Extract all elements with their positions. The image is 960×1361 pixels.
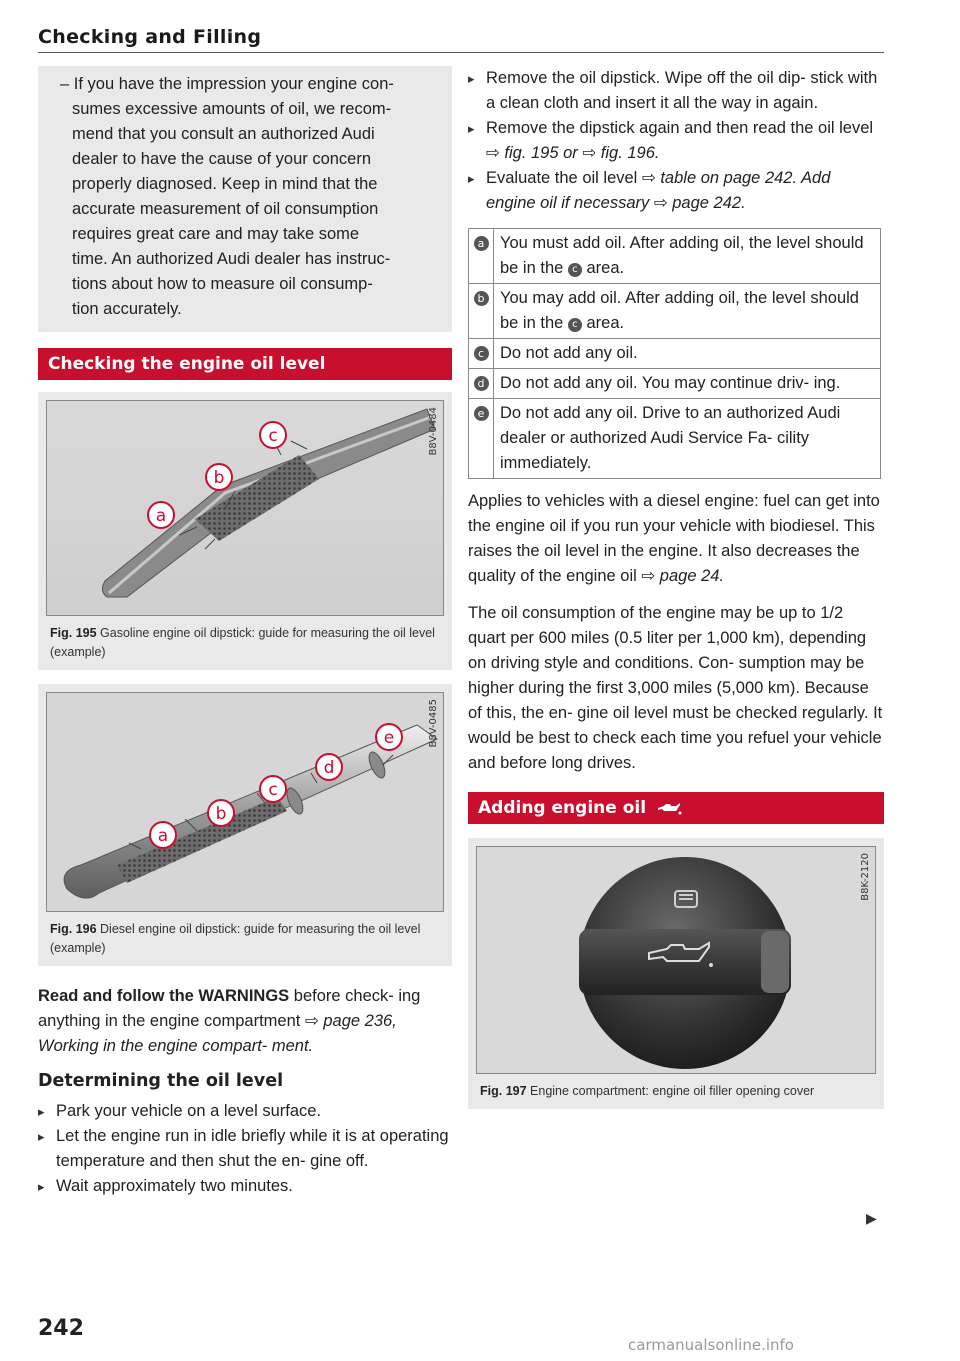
note-line: properly diagnosed. Keep in mind that the <box>72 175 378 193</box>
level-marker-inline: c <box>568 318 582 332</box>
table-row: e Do not add any oil. Drive to an authorized Audi dealer or authorized Audi Service Fa- cility immediately. <box>469 399 881 479</box>
note-line: mend that you consult an authorized Audi <box>72 125 375 143</box>
list-item: ▸ Wait approximately two minutes. <box>38 1174 452 1199</box>
page-number: 242 <box>38 1316 84 1341</box>
watermark: carmanualsonline.info <box>628 1336 794 1354</box>
note-line: time. An authorized Audi dealer has instruc- <box>72 250 391 268</box>
page-ref-link[interactable]: ⇨ page 24. <box>641 567 725 585</box>
figure-ref-link[interactable]: ⇨ fig. 195 or ⇨ fig. 196. <box>486 144 660 162</box>
list-item: ▸ Remove the oil dipstick. Wipe off the oil dip- stick with a clean cloth and insert it all the way in again. <box>468 66 884 116</box>
figure-196 <box>38 684 452 966</box>
warning-ref-link[interactable]: ⇨ page 236, Working in the engine compart- ment. <box>38 1012 397 1055</box>
figure-label: c <box>268 426 278 446</box>
figure-number: Fig. 197 <box>480 1084 527 1098</box>
level-marker: c <box>474 346 489 361</box>
diesel-paragraph: Applies to vehicles with a diesel engine: fuel can get into the engine oil if you run your vehicle with biodiesel. This raises the oil level in the engine. It also decreases the quality of the engine oil ⇨ page 24. <box>468 492 880 585</box>
section-banner-checking-oil: Checking the engine oil level <box>38 348 452 380</box>
warning-paragraph <box>38 984 452 1059</box>
list-item: ▸ Let the engine run in idle briefly while it is at operating temperature and then shut the en- gine off. <box>38 1124 452 1174</box>
figure-caption-text: Gasoline engine oil dipstick: guide for measuring the oil level (example) <box>50 626 435 659</box>
note-line: tions about how to measure oil consump- <box>72 275 373 293</box>
table-row: c Do not add any oil. <box>469 339 881 369</box>
figure-197-caption <box>476 1074 876 1103</box>
table-row: d Do not add any oil. You may continue driv- ing. <box>469 369 881 399</box>
table-row: b You may add oil. After adding oil, the level should be in the c area. <box>469 284 881 339</box>
right-column <box>468 66 884 1109</box>
section-banner-adding-oil: Adding engine oil <box>468 792 884 824</box>
note-line: sumes excessive amounts of oil, we recom- <box>72 100 392 118</box>
figure-caption-text: Diesel engine oil dipstick: guide for measuring the oil level (example) <box>50 922 421 955</box>
consumption-paragraph: The oil consumption of the engine may be up to 1/2 quart per 600 miles (0.5 liter per 1,000 km), depending on driving style and conditions. Con- sumption may be higher during the first 3,000 miles (5,000 km). Because of this, the en- gine oil level must be checked regularly. It would be best to check each time you refuel your vehicle and before long drives. <box>468 604 883 772</box>
oil-level-table <box>468 228 881 479</box>
left-steps-list <box>38 1099 452 1199</box>
oil-filler-cap-illustration <box>477 847 875 1073</box>
level-marker: b <box>474 291 489 306</box>
warning-text: before check- ing anything in the engine compartment <box>38 987 421 1030</box>
list-item: ▸ Remove the dipstick again and then read the oil level ⇨ fig. 195 or ⇨ fig. 196. <box>468 116 884 166</box>
note-line: tion accurately. <box>72 300 182 318</box>
oil-can-icon <box>656 795 682 827</box>
level-marker: e <box>474 406 489 421</box>
figure-code: B8K-2120 <box>860 853 871 901</box>
continue-arrow-icon: ▶ <box>866 1210 877 1226</box>
figure-label: e <box>383 728 395 748</box>
note-line: accurate measurement of oil consumption <box>72 200 379 218</box>
note-line: requires great care and may take some <box>72 225 360 243</box>
header-rule <box>38 52 884 53</box>
consumption-note <box>38 66 452 332</box>
subhead-determining-oil-level: Determining the oil level <box>38 1071 284 1091</box>
figure-caption-text: Engine compartment: engine oil filler opening cover <box>530 1084 815 1098</box>
figure-label: a <box>155 506 167 526</box>
figure-195 <box>38 392 452 670</box>
figure-label: c <box>268 780 278 800</box>
table-ref-link[interactable]: ⇨ table on page 242. Add engine oil if necessary ⇨ page 242. <box>486 169 831 212</box>
warning-bold: Read and follow the WARNINGS <box>38 987 290 1005</box>
section-title: Checking and Filling <box>38 26 262 48</box>
figure-195-caption <box>46 616 444 664</box>
list-item: ▸ Evaluate the oil level ⇨ table on page 242. Add engine oil if necessary ⇨ page 242. <box>468 166 884 216</box>
figure-label: b <box>213 468 225 488</box>
gasoline-dipstick-illustration <box>47 401 444 615</box>
figure-number: Fig. 196 <box>50 922 97 936</box>
figure-code: B8V-0485 <box>428 699 439 748</box>
figure-label: d <box>323 758 335 778</box>
level-marker-inline: c <box>568 263 582 277</box>
figure-number: Fig. 195 <box>50 626 97 640</box>
right-steps-list <box>468 66 884 216</box>
level-marker: a <box>474 236 489 251</box>
left-column <box>38 66 452 1199</box>
figure-196-image <box>46 692 444 912</box>
figure-195-image <box>46 400 444 616</box>
figure-label: b <box>215 804 227 824</box>
figure-label: a <box>157 826 169 846</box>
figure-197-image <box>476 846 876 1074</box>
figure-code: B8V-0484 <box>428 407 439 456</box>
figure-197 <box>468 838 884 1109</box>
diesel-dipstick-illustration <box>47 693 444 911</box>
note-line: – If you have the impression your engine con- <box>60 75 394 93</box>
note-line: dealer to have the cause of your concern <box>72 150 372 168</box>
level-marker: d <box>474 376 489 391</box>
list-item: ▸ Park your vehicle on a level surface. <box>38 1099 452 1124</box>
table-row: a You must add oil. After adding oil, the level should be in the c area. <box>469 229 881 284</box>
figure-196-caption <box>46 912 444 960</box>
